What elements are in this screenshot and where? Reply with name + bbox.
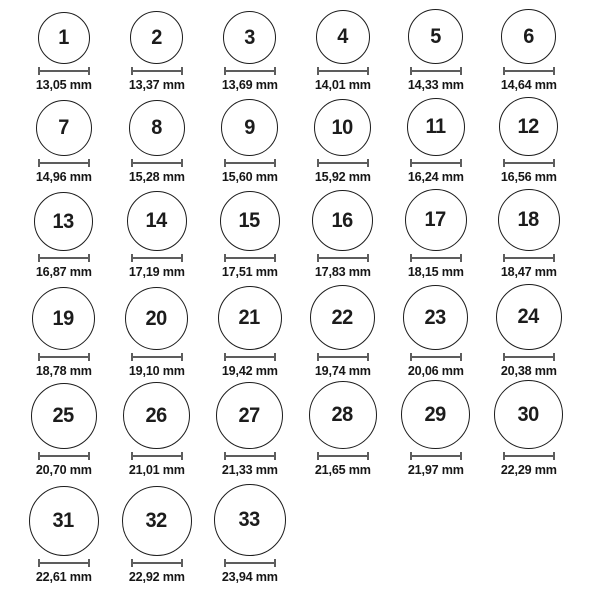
diameter-label: 18,78 mm bbox=[35, 363, 92, 378]
ring-size-cell bbox=[110, 287, 203, 378]
diameter-label: 21,65 mm bbox=[314, 462, 371, 477]
ruler-line bbox=[226, 455, 274, 457]
diameter-label: 22,92 mm bbox=[128, 569, 185, 584]
ring-size-cell bbox=[389, 98, 482, 184]
ring-circle bbox=[405, 189, 467, 251]
diameter-label: 20,70 mm bbox=[35, 462, 92, 477]
ring-circle bbox=[214, 484, 286, 556]
ring-number: 3 bbox=[244, 25, 255, 49]
ring-circle bbox=[501, 9, 556, 64]
ring-size-cell bbox=[17, 192, 110, 279]
diameter-ruler-icon bbox=[503, 67, 555, 75]
diameter-label: 19,74 mm bbox=[314, 363, 371, 378]
diameter-ruler-icon bbox=[317, 353, 369, 361]
ring-size-cell bbox=[482, 380, 575, 477]
diameter-ruler-icon bbox=[224, 254, 276, 262]
ring-circle bbox=[312, 190, 373, 251]
ring-circle bbox=[31, 383, 97, 449]
ring-size-cell bbox=[389, 9, 482, 92]
diameter-ruler-icon bbox=[131, 353, 183, 361]
diameter-ruler-icon bbox=[410, 67, 462, 75]
ring-number: 10 bbox=[331, 115, 354, 139]
chart-row bbox=[17, 97, 600, 189]
ring-size-cell bbox=[203, 484, 296, 584]
ring-size-cell bbox=[389, 285, 482, 378]
ring-circle bbox=[36, 100, 92, 156]
ring-number: 19 bbox=[52, 306, 75, 330]
ruler-line bbox=[319, 257, 367, 259]
ruler-line bbox=[505, 162, 553, 164]
ring-circle bbox=[496, 284, 562, 350]
diameter-ruler-icon bbox=[410, 353, 462, 361]
ring-circle bbox=[29, 486, 99, 556]
ring-circle bbox=[223, 11, 276, 64]
diameter-ruler-icon bbox=[131, 159, 183, 167]
diameter-label: 13,37 mm bbox=[128, 77, 185, 92]
diameter-ruler-icon bbox=[38, 67, 90, 75]
diameter-ruler-icon bbox=[38, 452, 90, 460]
ring-size-cell bbox=[110, 100, 203, 184]
ring-number: 23 bbox=[424, 305, 447, 329]
diameter-ruler-icon bbox=[317, 159, 369, 167]
ruler-line bbox=[133, 257, 181, 259]
diameter-ruler-icon bbox=[503, 159, 555, 167]
ring-number: 2 bbox=[151, 25, 162, 49]
ruler-line bbox=[40, 162, 88, 164]
ring-number: 27 bbox=[238, 403, 261, 427]
ruler-line bbox=[412, 162, 460, 164]
ring-size-cell bbox=[17, 486, 110, 584]
diameter-ruler-icon bbox=[131, 559, 183, 567]
diameter-ruler-icon bbox=[38, 559, 90, 567]
ring-circle bbox=[407, 98, 465, 156]
ring-circle bbox=[216, 382, 283, 449]
diameter-ruler-icon bbox=[317, 67, 369, 75]
diameter-ruler-icon bbox=[410, 159, 462, 167]
ruler-line bbox=[226, 356, 274, 358]
ring-circle bbox=[316, 10, 370, 64]
ring-size-cell bbox=[203, 99, 296, 184]
ruler-line bbox=[40, 562, 88, 564]
diameter-label: 15,92 mm bbox=[314, 169, 371, 184]
diameter-ruler-icon bbox=[131, 254, 183, 262]
ruler-line bbox=[226, 70, 274, 72]
ring-circle bbox=[125, 287, 188, 350]
ruler-line bbox=[319, 356, 367, 358]
ruler-line bbox=[319, 162, 367, 164]
ring-size-cell bbox=[110, 486, 203, 584]
ring-number: 13 bbox=[52, 209, 75, 233]
ring-number: 21 bbox=[238, 306, 261, 329]
ring-circle bbox=[130, 11, 183, 64]
ruler-line bbox=[412, 70, 460, 72]
diameter-label: 20,38 mm bbox=[500, 363, 557, 378]
ring-circle bbox=[32, 287, 95, 350]
ruler-line bbox=[40, 257, 88, 259]
diameter-ruler-icon bbox=[131, 452, 183, 460]
ring-circle bbox=[310, 285, 375, 350]
diameter-label: 16,24 mm bbox=[407, 169, 464, 184]
diameter-label: 15,60 mm bbox=[221, 169, 278, 184]
ring-number: 17 bbox=[424, 208, 447, 231]
diameter-ruler-icon bbox=[224, 559, 276, 567]
diameter-label: 17,51 mm bbox=[221, 264, 278, 279]
ruler-line bbox=[133, 70, 181, 72]
ruler-line bbox=[505, 257, 553, 259]
ruler-line bbox=[319, 70, 367, 72]
ring-circle bbox=[122, 486, 192, 556]
diameter-label: 16,87 mm bbox=[35, 264, 92, 279]
chart-row bbox=[17, 482, 600, 588]
ring-size-cell bbox=[296, 10, 389, 92]
ring-circle bbox=[403, 285, 468, 350]
diameter-ruler-icon bbox=[38, 254, 90, 262]
ruler-line bbox=[412, 455, 460, 457]
diameter-label: 14,96 mm bbox=[35, 169, 92, 184]
ruler-line bbox=[226, 257, 274, 259]
ring-size-cell bbox=[203, 286, 296, 378]
diameter-label: 22,29 mm bbox=[500, 462, 557, 477]
diameter-label: 21,33 mm bbox=[221, 462, 278, 477]
ring-number: 7 bbox=[58, 116, 69, 139]
ring-number: 11 bbox=[425, 115, 446, 138]
ring-size-cell bbox=[482, 97, 575, 184]
ruler-line bbox=[40, 356, 88, 358]
ring-size-cell bbox=[389, 189, 482, 279]
ruler-line bbox=[319, 455, 367, 457]
ring-circle bbox=[34, 192, 93, 251]
diameter-ruler-icon bbox=[317, 254, 369, 262]
ring-circle bbox=[494, 380, 563, 449]
chart-row bbox=[17, 284, 600, 383]
ring-size-cell bbox=[203, 191, 296, 279]
ring-number: 1 bbox=[58, 26, 69, 49]
diameter-ruler-icon bbox=[410, 254, 462, 262]
diameter-ruler-icon bbox=[131, 67, 183, 75]
ring-number: 22 bbox=[331, 305, 354, 329]
ruler-line bbox=[505, 356, 553, 358]
ring-number: 31 bbox=[52, 509, 75, 532]
ring-size-cell bbox=[110, 382, 203, 477]
ring-number: 25 bbox=[52, 404, 75, 427]
ring-number: 15 bbox=[238, 209, 261, 232]
diameter-label: 16,56 mm bbox=[500, 169, 557, 184]
ring-size-cell bbox=[389, 380, 482, 477]
ring-size-cell bbox=[482, 284, 575, 378]
ruler-line bbox=[133, 562, 181, 564]
ring-number: 20 bbox=[145, 306, 168, 330]
ring-circle bbox=[498, 189, 560, 251]
ring-circle bbox=[123, 382, 190, 449]
diameter-label: 17,83 mm bbox=[314, 264, 371, 279]
diameter-ruler-icon bbox=[38, 159, 90, 167]
diameter-label: 13,05 mm bbox=[35, 77, 92, 92]
ruler-line bbox=[412, 257, 460, 259]
ring-number: 4 bbox=[337, 25, 348, 48]
diameter-label: 18,47 mm bbox=[500, 264, 557, 279]
ruler-line bbox=[505, 70, 553, 72]
ruler-line bbox=[40, 455, 88, 457]
ring-size-cell bbox=[296, 190, 389, 279]
ring-number: 8 bbox=[151, 116, 162, 139]
diameter-label: 14,64 mm bbox=[500, 77, 557, 92]
ring-circle bbox=[314, 99, 371, 156]
ring-number: 12 bbox=[517, 114, 540, 138]
diameter-label: 19,10 mm bbox=[128, 363, 185, 378]
ring-size-cell bbox=[296, 99, 389, 184]
ring-circle bbox=[220, 191, 280, 251]
ring-size-cell bbox=[17, 287, 110, 378]
chart-row bbox=[17, 189, 600, 284]
diameter-label: 19,42 mm bbox=[221, 363, 278, 378]
diameter-label: 22,61 mm bbox=[35, 569, 92, 584]
diameter-ruler-icon bbox=[410, 452, 462, 460]
ring-size-cell bbox=[110, 191, 203, 279]
ring-size-cell bbox=[17, 100, 110, 184]
ring-circle bbox=[218, 286, 282, 350]
ring-size-cell bbox=[203, 382, 296, 477]
diameter-label: 21,97 mm bbox=[407, 462, 464, 477]
diameter-label: 17,19 mm bbox=[128, 264, 185, 279]
chart-row bbox=[17, 383, 600, 482]
diameter-label: 14,33 mm bbox=[407, 77, 464, 92]
ring-size-cell bbox=[17, 383, 110, 477]
diameter-label: 13,69 mm bbox=[221, 77, 278, 92]
ring-circle bbox=[129, 100, 185, 156]
ring-number: 9 bbox=[244, 115, 255, 139]
diameter-ruler-icon bbox=[38, 353, 90, 361]
diameter-ruler-icon bbox=[503, 254, 555, 262]
ruler-line bbox=[133, 455, 181, 457]
ring-number: 16 bbox=[331, 208, 354, 232]
ring-circle bbox=[401, 380, 470, 449]
diameter-label: 18,15 mm bbox=[407, 264, 464, 279]
ring-size-cell bbox=[296, 381, 389, 477]
ruler-line bbox=[412, 356, 460, 358]
ring-number: 24 bbox=[517, 305, 540, 328]
ring-circle bbox=[38, 12, 90, 64]
ring-circle bbox=[221, 99, 278, 156]
diameter-ruler-icon bbox=[317, 452, 369, 460]
ring-circle bbox=[127, 191, 187, 251]
ruler-line bbox=[133, 356, 181, 358]
ring-number: 32 bbox=[145, 509, 168, 532]
ruler-line bbox=[226, 562, 274, 564]
ring-size-cell bbox=[203, 11, 296, 92]
ring-number: 33 bbox=[238, 508, 261, 531]
ring-number: 6 bbox=[523, 24, 534, 48]
ring-size-cell bbox=[17, 12, 110, 92]
ring-size-cell bbox=[482, 9, 575, 92]
chart-row bbox=[17, 2, 600, 97]
diameter-ruler-icon bbox=[503, 452, 555, 460]
diameter-label: 21,01 mm bbox=[128, 462, 185, 477]
ruler-line bbox=[505, 455, 553, 457]
ruler-line bbox=[133, 162, 181, 164]
diameter-label: 20,06 mm bbox=[407, 363, 464, 378]
ring-size-cell bbox=[482, 189, 575, 279]
ruler-line bbox=[226, 162, 274, 164]
ring-number: 29 bbox=[424, 402, 447, 426]
diameter-label: 15,28 mm bbox=[128, 169, 185, 184]
ring-circle bbox=[499, 97, 558, 156]
ring-size-cell bbox=[296, 285, 389, 378]
ring-number: 5 bbox=[430, 24, 441, 48]
diameter-ruler-icon bbox=[503, 353, 555, 361]
diameter-ruler-icon bbox=[224, 452, 276, 460]
ring-circle bbox=[309, 381, 377, 449]
ring-number: 28 bbox=[331, 403, 354, 426]
diameter-ruler-icon bbox=[224, 67, 276, 75]
ring-circle bbox=[408, 9, 463, 64]
ring-number: 18 bbox=[517, 208, 540, 231]
diameter-ruler-icon bbox=[224, 159, 276, 167]
ring-number: 30 bbox=[517, 402, 540, 426]
diameter-label: 23,94 mm bbox=[221, 569, 278, 584]
ruler-line bbox=[40, 70, 88, 72]
ring-number: 26 bbox=[145, 403, 168, 427]
ring-number: 14 bbox=[145, 209, 168, 232]
ring-size-cell bbox=[110, 11, 203, 92]
diameter-label: 14,01 mm bbox=[314, 77, 371, 92]
diameter-ruler-icon bbox=[224, 353, 276, 361]
